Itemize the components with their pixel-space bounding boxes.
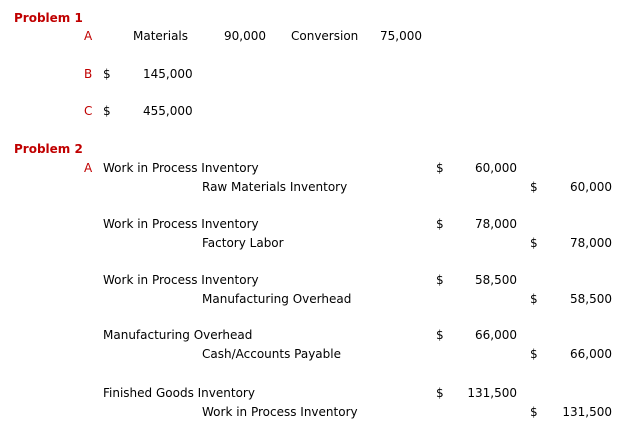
credit-amount: 131,500	[562, 405, 612, 419]
credit-account: Manufacturing Overhead	[202, 292, 352, 306]
credit-amount: 58,500	[570, 292, 612, 306]
credit-currency: $	[530, 180, 538, 194]
credit-currency: $	[530, 405, 538, 419]
problem1-c-value: 455,000	[143, 104, 193, 118]
debit-currency: $	[436, 273, 444, 287]
problem2-a-letter: A	[84, 161, 93, 175]
credit-amount: 78,000	[570, 236, 612, 250]
problem1-c-currency: $	[103, 104, 111, 118]
debit-account: Finished Goods Inventory	[103, 386, 255, 400]
debit-amount: 60,000	[475, 161, 517, 175]
credit-currency: $	[530, 236, 538, 250]
conversion-label: Conversion	[291, 29, 359, 43]
credit-amount: 66,000	[570, 347, 612, 361]
debit-account: Manufacturing Overhead	[103, 328, 253, 342]
problem1-b-currency: $	[103, 67, 111, 81]
debit-currency: $	[436, 328, 444, 342]
debit-amount: 66,000	[475, 328, 517, 342]
debit-currency: $	[436, 386, 444, 400]
credit-account: Cash/Accounts Payable	[202, 347, 341, 361]
debit-account: Work in Process Inventory	[103, 217, 259, 231]
problem2-title: Problem 2	[14, 142, 83, 156]
debit-currency: $	[436, 161, 444, 175]
debit-currency: $	[436, 217, 444, 231]
problem1-c-letter: C	[84, 104, 93, 118]
debit-amount: 58,500	[475, 273, 517, 287]
materials-label: Materials	[133, 29, 189, 43]
credit-currency: $	[530, 347, 538, 361]
conversion-value: 75,000	[380, 29, 422, 43]
credit-account: Factory Labor	[202, 236, 284, 250]
credit-currency: $	[530, 292, 538, 306]
debit-amount: 78,000	[475, 217, 517, 231]
debit-account: Work in Process Inventory	[103, 273, 259, 287]
problem1-b-value: 145,000	[143, 67, 193, 81]
credit-amount: 60,000	[570, 180, 612, 194]
debit-account: Work in Process Inventory	[103, 161, 259, 175]
credit-account: Work in Process Inventory	[202, 405, 358, 419]
credit-account: Raw Materials Inventory	[202, 180, 348, 194]
problem1-a-letter: A	[84, 29, 93, 43]
debit-amount: 131,500	[467, 386, 517, 400]
materials-value: 90,000	[224, 29, 266, 43]
problem1-b-letter: B	[84, 67, 93, 81]
problem1-title: Problem 1	[14, 11, 83, 25]
